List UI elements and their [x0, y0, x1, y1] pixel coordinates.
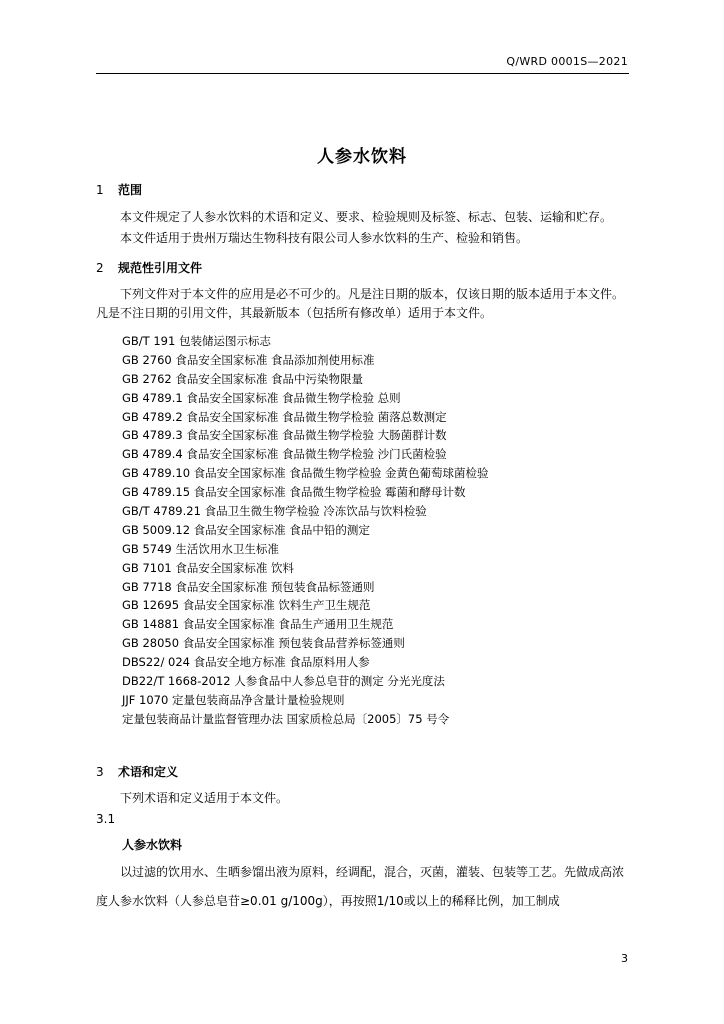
reference-item: GB 4789.2 食品安全国家标准 食品微生物学检验 菌落总数测定 — [122, 409, 447, 424]
document-title: 人参水饮料 — [317, 147, 407, 167]
document-code: Q/WRD 0001S—2021 — [506, 55, 628, 68]
section-3-title: 术语和定义 — [118, 765, 179, 779]
scope-paragraph-1: 本文件规定了人参水饮料的术语和定义、要求、检验规则及标签、标志、包装、运输和贮存。 — [120, 210, 613, 224]
section-2-heading — [96, 259, 202, 276]
section-1-number: 1 — [96, 183, 104, 197]
reference-item: GB 4789.1 食品安全国家标准 食品微生物学检验 总则 — [122, 390, 401, 405]
reference-item: GB 12695 食品安全国家标准 饮料生产卫生规范 — [122, 598, 371, 613]
reference-item: DB22/T 1668-2012 人参食品中人参总皂苷的测定 分光光度法 — [122, 674, 445, 689]
reference-item: GB 28050 食品安全国家标准 预包装食品营养标签通则 — [122, 636, 405, 651]
term-name: 人参水饮料 — [122, 838, 183, 852]
reference-item: GB 7718 食品安全国家标准 预包装食品标签通则 — [122, 579, 375, 594]
reference-item: GB/T 4789.21 食品卫生微生物学检验 冷冻饮品与饮料检验 — [122, 504, 427, 519]
terms-intro: 下列术语和定义适用于本文件。 — [120, 791, 289, 805]
section-3-number: 3 — [96, 765, 104, 779]
section-1-heading — [96, 181, 142, 198]
term-definition: 以过滤的饮用水、生晒参馏出液为原料，经调配，混合，灭菌，灌装、包装等工艺。先做成高浓度人参水饮料（人参总皂苷≥0.01 g/100g），再按照1/10或以上的稀释比例，加工制成 — [96, 865, 625, 908]
section-1-title: 范围 — [118, 183, 143, 197]
reference-item: GB 5749 生活饮用水卫生标准 — [122, 541, 279, 556]
reference-item: GB/T 191 包装储运图示标志 — [122, 334, 271, 348]
header-rule — [96, 73, 629, 74]
reference-item: GB 4789.15 食品安全国家标准 食品微生物学检验 霉菌和酵母计数 — [122, 485, 466, 500]
references-intro: 下列文件对于本文件的应用是必不可少的。凡是注日期的版本，仅该日期的版本适用于本文件。凡是不注日期的引用文件，其最新版本（包括所有修改单）适用于本文件。 — [96, 287, 625, 320]
reference-item: GB 2762 食品安全国家标准 食品中污染物限量 — [122, 371, 364, 386]
scope-paragraph-2: 本文件适用于贵州万瑞达生物科技有限公司人参水饮料的生产、检验和销售。 — [120, 231, 529, 245]
reference-item: GB 2760 食品安全国家标准 食品添加剂使用标准 — [122, 352, 375, 367]
reference-item: 定量包装商品计量监督管理办法 国家质检总局〔2005〕75 号令 — [122, 711, 450, 726]
section-3-heading — [96, 763, 178, 780]
reference-list — [122, 332, 488, 729]
page-number: 3 — [621, 952, 628, 965]
section-2-title: 规范性引用文件 — [118, 261, 203, 275]
reference-item: GB 5009.12 食品安全国家标准 食品中铅的测定 — [122, 522, 370, 537]
section-2-number: 2 — [96, 261, 104, 275]
reference-item: JJF 1070 定量包装商品净含量计量检验规则 — [122, 692, 345, 707]
reference-item: DBS22/ 024 食品安全地方标准 食品原料用人参 — [122, 655, 370, 670]
reference-item: GB 4789.10 食品安全国家标准 食品微生物学检验 金黄色葡萄球菌检验 — [122, 466, 489, 481]
reference-item: GB 14881 食品安全国家标准 食品生产通用卫生规范 — [122, 617, 394, 632]
reference-item: GB 4789.4 食品安全国家标准 食品微生物学检验 沙门氏菌检验 — [122, 447, 447, 462]
term-number: 3.1 — [96, 812, 116, 826]
reference-item: GB 4789.3 食品安全国家标准 食品微生物学检验 大肠菌群计数 — [122, 428, 447, 443]
reference-item: GB 7101 食品安全国家标准 饮料 — [122, 560, 295, 575]
